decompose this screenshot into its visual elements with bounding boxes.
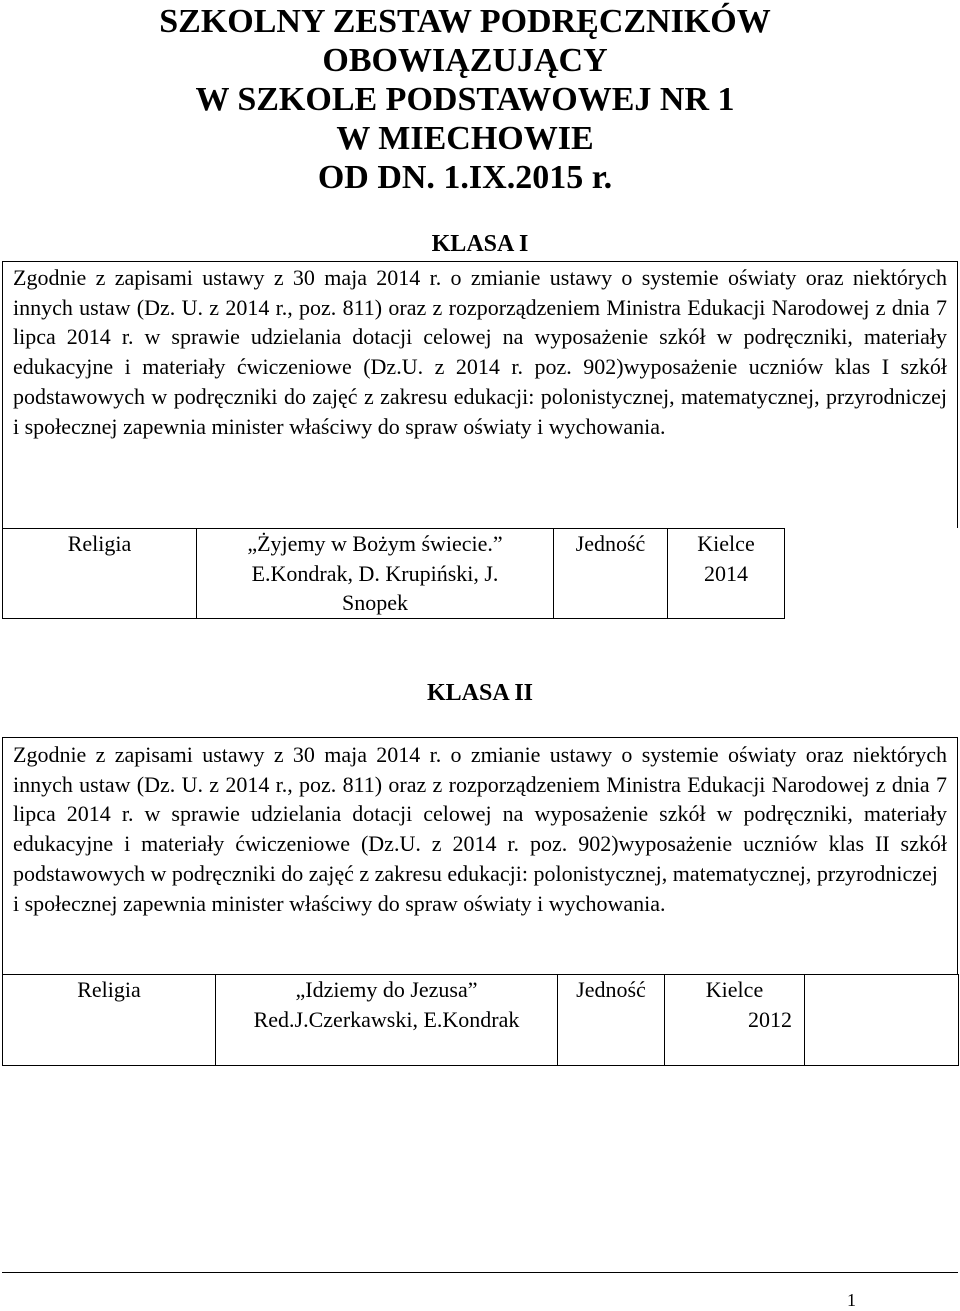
book-cell [197,529,554,619]
publication-city: Kielce [705,977,764,1002]
book-cell [216,975,558,1066]
table-row [3,529,959,619]
place-year-cell [665,975,805,1066]
subject-cell [3,529,197,619]
title-line: OBOWIĄZUJĄCY [322,42,608,79]
class-1-book-table [2,528,959,619]
class-1-legal-note [2,261,958,529]
book-authors: Red.J.Czerkawski, E.Kondrak [253,1006,520,1032]
book-title: „Idziemy do Jezusa” [295,977,478,1002]
subject-label: Religia [67,531,132,556]
title-line: W SZKOLE PODSTAWOWEJ NR 1 [195,81,735,118]
table-row [3,975,959,1066]
class-1-heading: KLASA I [431,231,529,257]
subject-label: Religia [77,977,141,1002]
class-2-legal-text-tail: i społecznej zapewnia minister właściwy do spraw oświaty i wychowania. [13,890,666,916]
class-2-legal-text: Zgodnie z zapisami ustawy z 30 maja 2014 r. o zmianie ustawy o systemie oświaty oraz niektórych innych ustaw (Dz. U. z 2014 r., poz. 811) oraz z rozporządzeniem Ministra Edukacji Narodowej z dnia 7 lipca 2014 r. w sprawie udzielania dotacji celowej na wyposażenie szkół w podręczniki, materiały edukacyjne i materiały ćwiczeniowe (Dz.U. z 2014 r. poz. 902)wyposażenie uczniów klas II szkół podstawowych w podręczniki do zajęć z zakresu edukacji: polonistycznej, matematycznej, przyrodniczej [13,742,947,886]
publication-city: Kielce [697,531,755,556]
publisher-cell [558,975,665,1066]
title-line: SZKOLNY ZESTAW PODRĘCZNIKÓW [159,3,771,40]
class-1-legal-text: Zgodnie z zapisami ustawy z 30 maja 2014 r. o zmianie ustawy o systemie oświaty oraz niektórych innych ustaw (Dz. U. z 2014 r., poz. 811) oraz z rozporządzeniem Ministra Edukacji Narodowej z dnia 7 lipca 2014 r. w sprawie udzielania dotacji celowej na wyposażenie szkół w podręczniki, materiały edukacyjne i materiały ćwiczeniowe (Dz.U. z 2014 r. poz. 902)wyposażenie uczniów klas I szkół podstawowych w podręczniki do zajęć z zakresu edukacji: polonistycznej, matematycznej, przyrodniczej i społecznej zapewnia minister właściwy do spraw oświaty i wychowania. [13,265,947,439]
publication-year: 2014 [704,560,748,586]
footer-divider [2,1272,958,1273]
book-authors-continued: Snopek [342,590,408,616]
publication-year: 2012 [748,1006,792,1032]
class-2-heading: KLASA II [426,680,534,706]
class-2-legal-note [2,737,958,975]
book-authors: E.Kondrak, D. Krupiński, J. [251,560,499,586]
publisher-cell [554,529,668,619]
class-2-book-table [2,974,959,1066]
empty-cell [805,975,959,1066]
book-title: „Żyjemy w Bożym świecie.” [247,531,503,556]
document-title [0,2,930,197]
page-number: 1 [847,1290,856,1310]
title-line: OD DN. 1.IX.2015 r. [317,159,613,196]
empty-cell [785,529,959,619]
title-line: W MIECHOWIE [336,120,594,157]
publisher-label: Jedność [575,531,646,556]
publisher-label: Jedność [576,977,646,1002]
subject-cell [3,975,216,1066]
place-year-cell [668,529,785,619]
